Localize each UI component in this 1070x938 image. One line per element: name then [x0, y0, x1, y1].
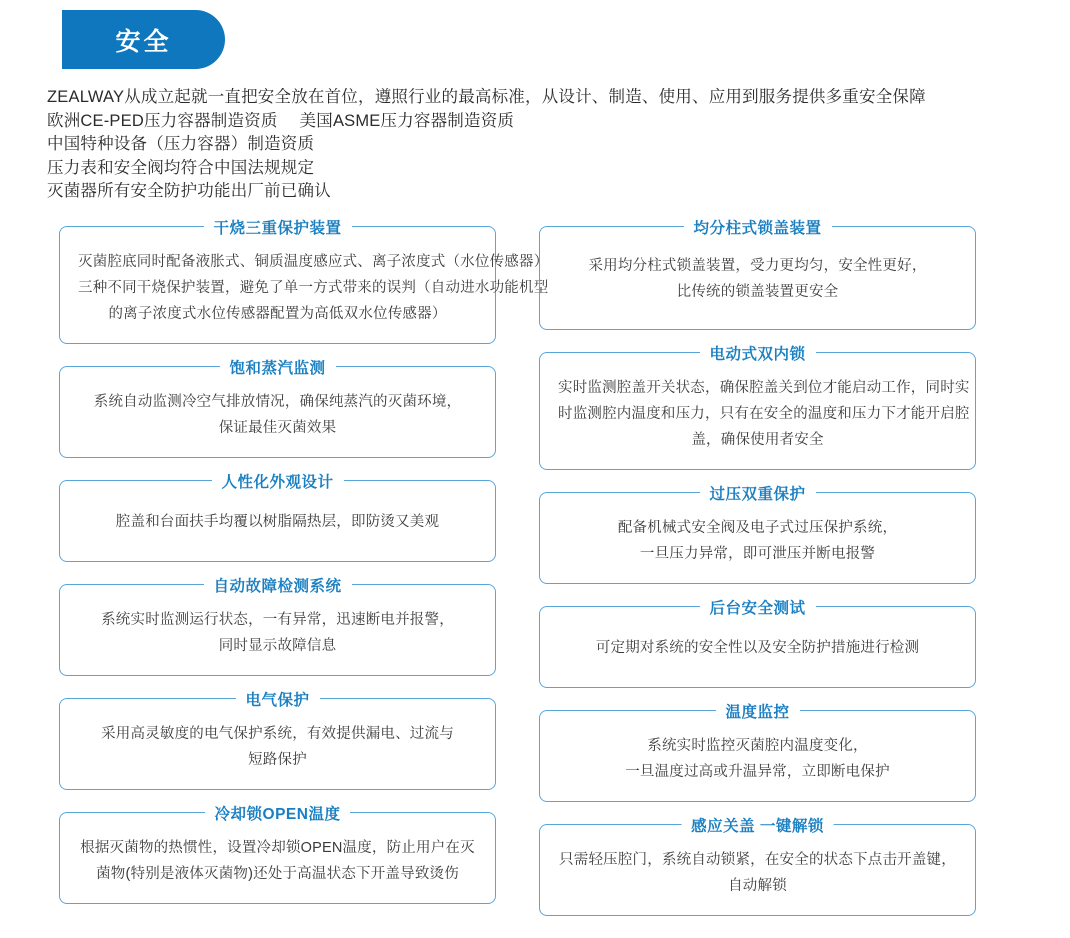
feature-card-title: 感应关盖 一键解锁	[681, 814, 834, 836]
page-title: 安全	[115, 27, 172, 56]
feature-card	[539, 818, 976, 916]
feature-card	[539, 704, 976, 802]
feature-card-line: 系统实时监控灭菌腔内温度变化，	[647, 738, 868, 754]
intro-line-2	[47, 110, 1007, 134]
feature-card-body	[78, 509, 477, 535]
feature-card-line: 时监测腔内温度和压力，只有在安全的温度和压力下才能开启腔	[558, 406, 970, 422]
features-column-left	[59, 220, 549, 938]
feature-card	[59, 806, 496, 904]
feature-card-body	[558, 733, 957, 785]
feature-card-body	[558, 515, 957, 567]
intro-line-5: 灭菌器所有安全防护功能出厂前已确认	[47, 182, 331, 200]
intro-line-1: ZEALWAY从成立起就一直把安全放在首位，遵照行业的最高标准，从设计、制造、使用、应用到服务提供多重安全保障	[47, 88, 926, 106]
feature-card-title: 电动式双内锁	[699, 342, 815, 364]
intro-line-2b: 美国ASME压力容器制造资质	[299, 111, 515, 130]
section-header-tab	[62, 10, 225, 69]
feature-card	[59, 220, 549, 344]
intro-line-4: 压力表和安全阀均符合中国法规规定	[47, 158, 315, 177]
feature-card-line: 盖，确保使用者安全	[691, 432, 824, 448]
feature-card	[539, 600, 976, 688]
feature-card-body	[558, 635, 957, 661]
feature-card-line: 一旦压力异常，即可泄压并断电报警	[639, 546, 876, 562]
feature-card-line: 灭菌腔底同时配备液胀式、铜质温度感应式、离子浓度式（水位传感器）	[78, 254, 549, 270]
feature-card-line: 配备机械式安全阀及电子式过压保护系统，	[617, 520, 898, 536]
feature-card-body	[558, 375, 970, 453]
feature-card-line: 根据灭菌物的热惯性，设置冷却锁OPEN温度，防止用户在灭	[80, 840, 475, 856]
intro-line-2a: 欧洲CE-PED压力容器制造资质	[47, 111, 278, 130]
feature-card-body	[78, 389, 477, 441]
feature-card-title: 干烧三重保护装置	[203, 216, 351, 238]
feature-card-title: 电气保护	[235, 688, 319, 710]
feature-card	[539, 220, 976, 330]
feature-card-body	[78, 721, 477, 773]
feature-card-line: 比传统的锁盖装置更安全	[676, 284, 839, 300]
feature-card-line: 采用高灵敏度的电气保护系统，有效提供漏电、过流与	[101, 726, 454, 742]
feature-card-line: 三种不同干烧保护装置，避免了单一方式带来的误判（自动进水功能机型	[78, 280, 549, 296]
feature-card	[59, 360, 496, 458]
feature-card-line: 只需轻压腔门，系统自动锁紧，在安全的状态下点击开盖键，	[559, 852, 956, 868]
intro-line-3: 中国特种设备（压力容器）制造资质	[47, 135, 315, 153]
feature-card	[59, 474, 496, 562]
feature-card-line: 短路保护	[248, 752, 307, 768]
feature-card-title: 饱和蒸汽监测	[219, 356, 335, 378]
feature-card-title: 冷却锁OPEN温度	[205, 802, 351, 824]
feature-card-title: 过压双重保护	[699, 482, 815, 504]
feature-card-title: 自动故障检测系统	[203, 574, 351, 596]
safety-features-grid	[59, 220, 1014, 938]
feature-card	[539, 486, 976, 584]
feature-card-title: 后台安全测试	[699, 596, 815, 618]
feature-card-line: 的离子浓度式水位传感器配置为高低双水位传感器）	[108, 306, 447, 322]
feature-card-line: 菌物(特别是液体灭菌物)还处于高温状态下开盖导致烫伤	[96, 866, 459, 882]
feature-card-line: 一旦温度过高或升温异常，立即断电保护	[625, 764, 890, 780]
intro-paragraph	[47, 86, 1007, 204]
feature-card-body	[78, 607, 477, 659]
feature-card-line: 保证最佳灭菌效果	[218, 420, 337, 436]
feature-card-title: 人性化外观设计	[211, 470, 343, 492]
feature-card-title: 温度监控	[715, 700, 799, 722]
feature-card-line: 自动解锁	[728, 878, 787, 894]
feature-card-line: 系统实时监测运行状态，一有异常，迅速断电并报警，	[101, 612, 454, 628]
feature-card	[539, 346, 976, 470]
features-column-right	[539, 220, 976, 938]
feature-card-line: 可定期对系统的安全性以及安全防护措施进行检测	[595, 640, 920, 656]
feature-card-line: 腔盖和台面扶手均覆以树脂隔热层，即防烫又美观	[115, 514, 440, 530]
feature-card	[59, 692, 496, 790]
feature-card-title: 均分柱式锁盖装置	[683, 216, 831, 238]
feature-card-line: 系统自动监测冷空气排放情况，确保纯蒸汽的灭菌环境，	[93, 394, 462, 410]
feature-card-body	[78, 835, 477, 887]
feature-card-body	[558, 253, 957, 305]
feature-card-line: 采用均分柱式锁盖装置，受力更均匀，安全性更好，	[588, 258, 927, 274]
feature-card-body	[558, 847, 957, 899]
feature-card	[59, 578, 496, 676]
feature-card-line: 实时监测腔盖开关状态，确保腔盖关到位才能启动工作，同时实	[558, 380, 970, 396]
feature-card-line: 同时显示故障信息	[218, 638, 337, 654]
feature-card-body	[78, 249, 549, 327]
